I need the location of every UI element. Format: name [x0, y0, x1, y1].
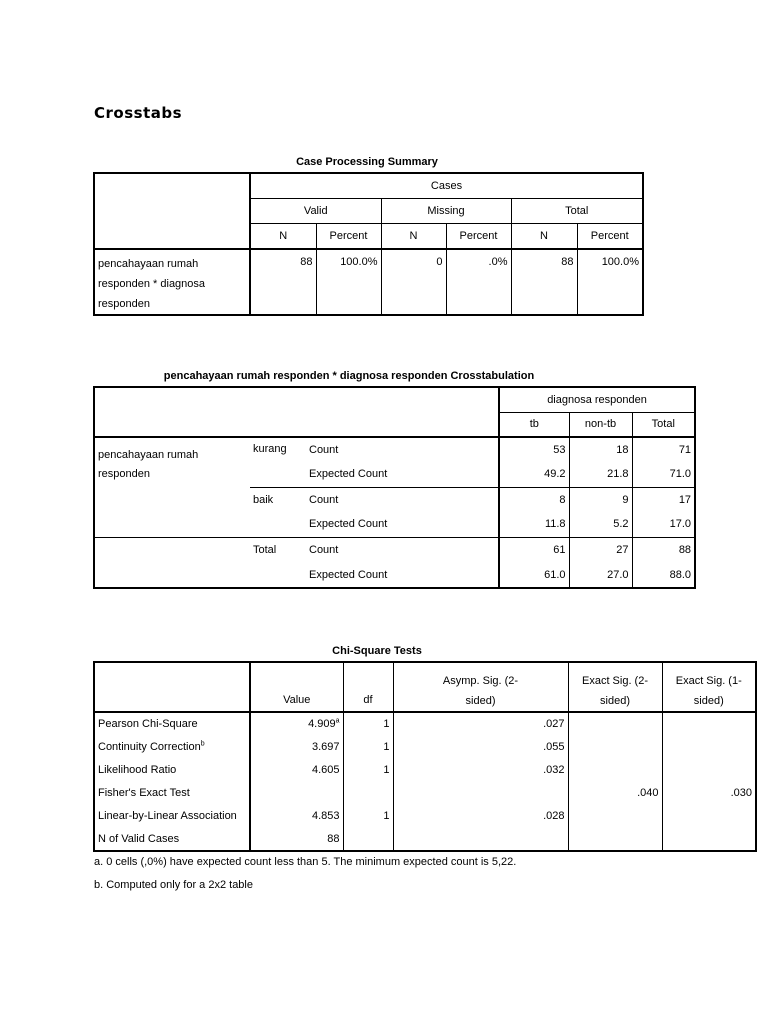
cell-value: 61 [499, 537, 569, 562]
row-label-kurang: kurang [250, 437, 306, 487]
cell-value [662, 712, 756, 735]
stat-label: Expected Count [306, 462, 499, 487]
col-group-header: diagnosa responden [499, 387, 695, 412]
cell-value: .027 [393, 712, 568, 735]
cell-value: 1 [343, 712, 393, 735]
cell-value: 17 [632, 487, 695, 512]
stat-label: Count [306, 487, 499, 512]
cases-header: Cases [250, 173, 643, 198]
cell-value: 1 [343, 758, 393, 781]
cell-value: 53 [499, 437, 569, 462]
cell-value: 88 [632, 537, 695, 562]
cell-value: 5.2 [569, 512, 632, 537]
cell-value [662, 804, 756, 827]
col-header-exact-sig-1: Exact Sig. (1-sided) [662, 662, 756, 712]
col-header-tb: tb [499, 412, 569, 437]
cell-value: .040 [568, 781, 662, 804]
cell-value: 100.0% [316, 249, 381, 315]
col-header-df: df [343, 662, 393, 712]
test-label: N of Valid Cases [94, 827, 250, 851]
cell-value: .055 [393, 735, 568, 758]
cell-value [393, 781, 568, 804]
cell-value: 4.909$^a$ [250, 712, 343, 735]
cell-value [568, 712, 662, 735]
col-header-percent: Percent [577, 223, 643, 249]
cell-value: 4.853 [250, 804, 343, 827]
stat-label: Count [306, 437, 499, 462]
cell-value: 71.0 [632, 462, 695, 487]
row-label-baik: baik [250, 487, 306, 537]
cell-value: 18 [569, 437, 632, 462]
cell-value [568, 804, 662, 827]
cell-value: 1 [343, 735, 393, 758]
row-variable-label: pencahayaan rumah responden [94, 437, 250, 537]
cell-value: 11.8 [499, 512, 569, 537]
crosstab-title: pencahayaan rumah responden * diagnosa responden Crosstabulation [163, 370, 535, 382]
test-label: Likelihood Ratio [94, 758, 250, 781]
cell-value: 88 [250, 249, 316, 315]
total-header: Total [511, 198, 643, 223]
cell-value: 88.0 [632, 562, 695, 588]
stat-label: Expected Count [306, 512, 499, 537]
case-summary-corner [94, 173, 250, 249]
cell-value: .032 [393, 758, 568, 781]
row-label: pencahayaan rumah responden * diagnosa responden [94, 249, 250, 315]
page-title: Crosstabs [94, 104, 183, 122]
cell-value: .028 [393, 804, 568, 827]
stat-label: Count [306, 537, 499, 562]
col-header-value: Value [250, 662, 343, 712]
test-label: Pearson Chi-Square [94, 712, 250, 735]
col-header-total: Total [632, 412, 695, 437]
missing-header: Missing [381, 198, 511, 223]
crosstab-table [93, 386, 696, 589]
cell-value: 21.8 [569, 462, 632, 487]
test-label: Continuity Correction$^b$ [94, 735, 250, 758]
footnote-a: a. 0 cells (,0%) have expected count less than 5. The minimum expected count is 5,22. [94, 856, 517, 868]
cell-value: 27 [569, 537, 632, 562]
col-header-non-tb: non-tb [569, 412, 632, 437]
row-label-total: Total [250, 537, 306, 588]
crosstab-corner [94, 387, 499, 437]
cell-value: 100.0% [577, 249, 643, 315]
cell-value [662, 735, 756, 758]
cell-value: 9 [569, 487, 632, 512]
cell-value: 1 [343, 804, 393, 827]
cell-value: 3.697 [250, 735, 343, 758]
footnote-b: b. Computed only for a 2x2 table [94, 879, 253, 891]
cell-value [662, 827, 756, 851]
cell-value [568, 735, 662, 758]
cell-value [568, 827, 662, 851]
cell-value: 17.0 [632, 512, 695, 537]
cell-value: 4.605 [250, 758, 343, 781]
col-header-n: N [511, 223, 577, 249]
col-header-percent: Percent [446, 223, 511, 249]
stat-label: Expected Count [306, 562, 499, 588]
col-header-percent: Percent [316, 223, 381, 249]
cell-value [343, 781, 393, 804]
case-summary-table [93, 172, 644, 316]
cell-value: 61.0 [499, 562, 569, 588]
col-header-n: N [250, 223, 316, 249]
cell-value: .0% [446, 249, 511, 315]
cell-value: 0 [381, 249, 446, 315]
chi-corner [94, 662, 250, 712]
case-summary-title: Case Processing Summary [296, 156, 438, 168]
chi-square-title: Chi-Square Tests [332, 645, 422, 657]
cell-value: 8 [499, 487, 569, 512]
valid-header: Valid [250, 198, 381, 223]
row-variable-blank [94, 537, 250, 588]
cell-value [568, 758, 662, 781]
cell-value: 27.0 [569, 562, 632, 588]
chi-square-table [93, 661, 757, 852]
test-label: Linear-by-Linear Association [94, 804, 250, 827]
test-label: Fisher's Exact Test [94, 781, 250, 804]
cell-value: 71 [632, 437, 695, 462]
cell-value: 88 [511, 249, 577, 315]
cell-value [343, 827, 393, 851]
col-header-exact-sig-2: Exact Sig. (2-sided) [568, 662, 662, 712]
cell-value [393, 827, 568, 851]
cell-value [250, 781, 343, 804]
cell-value: .030 [662, 781, 756, 804]
cell-value: 49.2 [499, 462, 569, 487]
col-header-n: N [381, 223, 446, 249]
cell-value [662, 758, 756, 781]
col-header-asymp-sig: Asymp. Sig. (2-sided) [393, 662, 568, 712]
cell-value: 88 [250, 827, 343, 851]
